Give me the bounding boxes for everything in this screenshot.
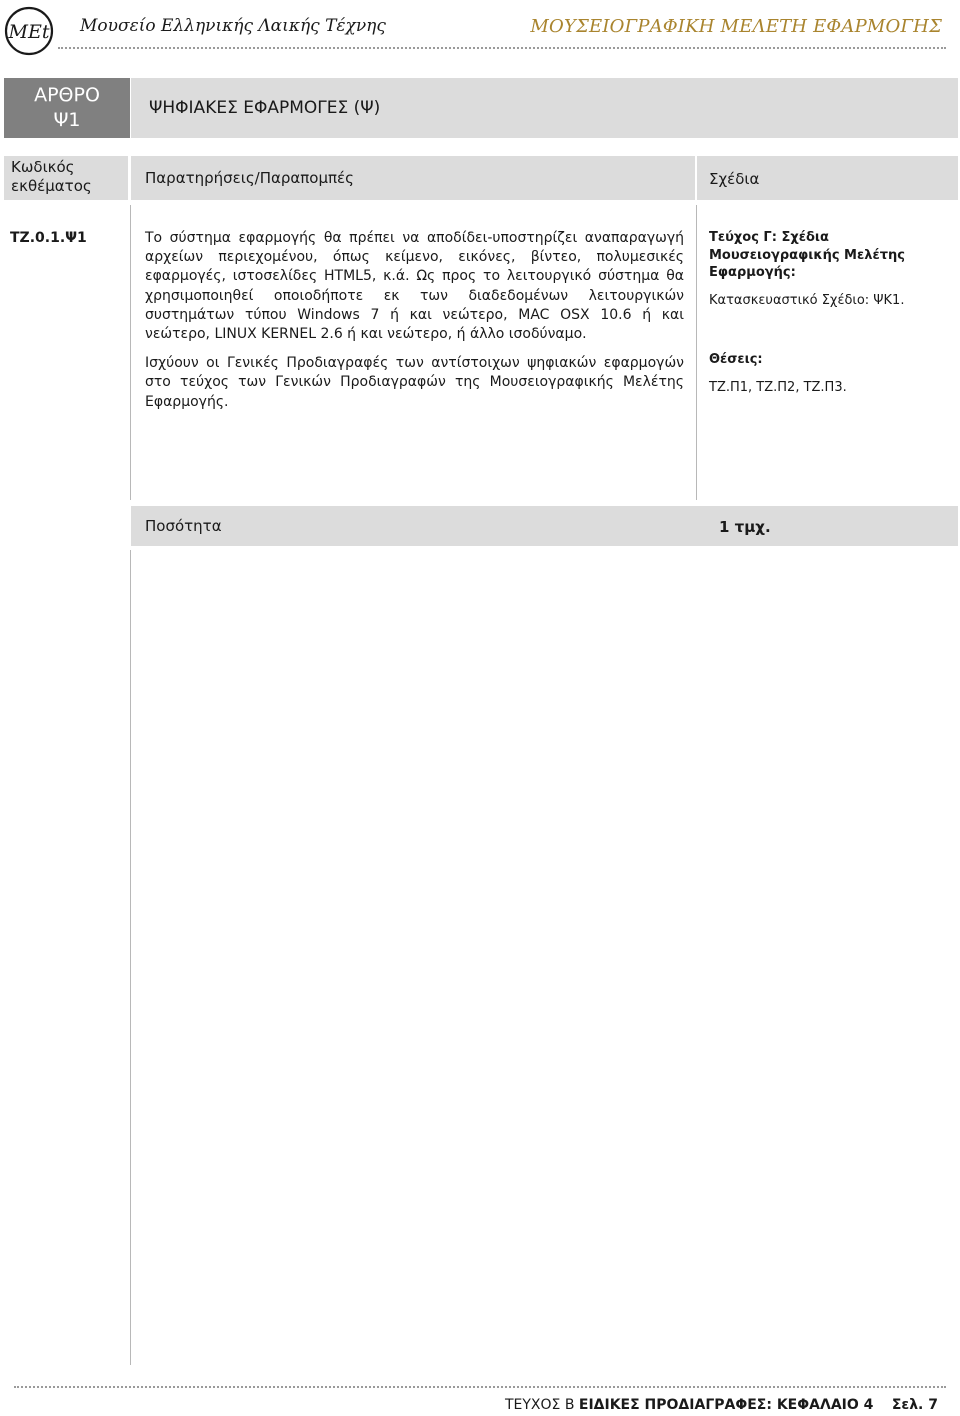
article-label-line1: ΑΡΘΡΟ <box>34 84 100 106</box>
logo-monogram: MEt <box>8 21 50 43</box>
study-title: ΜΟΥΣΕΙΟΓΡΑΦΙΚΗ ΜΕΛΕΤΗ ΕΦΑΡΜΟΓΗΣ <box>530 16 942 37</box>
drawings-column <box>709 229 949 396</box>
positions-value: ΤΖ.Π1, ΤΖ.Π2, ΤΖ.Π3. <box>709 379 847 395</box>
column-header-code <box>11 158 92 196</box>
header-divider <box>58 47 946 49</box>
quantity-label: Ποσότητα <box>145 517 222 535</box>
article-label-line2: Ψ1 <box>53 109 81 131</box>
notes-text <box>145 229 684 422</box>
article-title: ΨΗΦΙΑΚΕΣ ΕΦΑΡΜΟΓΕΣ (Ψ) <box>149 98 381 118</box>
column-header-notes: Παρατηρήσεις/Παραπομπές <box>145 169 354 187</box>
quantity-bar <box>131 506 958 546</box>
column-header-drawings: Σχέδια <box>709 170 760 188</box>
column-divider-lower <box>130 550 131 1365</box>
column-header-code-line1: Κωδικός <box>11 158 75 176</box>
footer-page-number: Σελ. 7 <box>891 1397 938 1413</box>
quantity-value: 1 τμχ. <box>719 518 771 536</box>
footer-prefix: ΤΕΥΧΟΣ Β <box>504 1397 575 1413</box>
article-label <box>4 78 130 138</box>
positions-heading: Θέσεις: <box>709 352 763 367</box>
museum-name: Μουσείο Ελληνικής Λαικής Τέχνης <box>80 16 386 36</box>
museum-logo <box>4 6 54 56</box>
column-divider-right <box>696 205 697 500</box>
notes-paragraph-2: Ισχύουν οι Γενικές Προδιαγραφές των αντίστοιχων ψηφιακών εφαρμογών στο τεύχος των Γενικών Προδιαγραφών της Μουσειογραφικής Μελέτης Εφαρμογής. <box>145 355 684 410</box>
page-footer <box>505 1397 938 1413</box>
drawings-reference: Κατασκευαστικό Σχέδιο: ΨΚ1. <box>709 292 905 308</box>
notes-paragraph-1: Το σύστημα εφαρμογής θα πρέπει να αποδίδει-υποστηρίζει αναπαραγωγή αρχείων περιεχομένου, όπως κείμενο, εικόνες, βίντεο, πολυμεσικές εφαρμογές, ιστοσελίδες HTML5, κ.ά. Ως προς το λειτουργικό σύστημα θα χρησιμοποιηθεί οποιοδήποτε εκ των διαδεδομένων λειτουργικών συστημάτων τύπου Windows 7 ή και νεώτερο, MAC OSX 10.6 ή και νεώτερο, LINUX KERNEL 2.6 ή και νεώτερο, ή άλλο ισοδύναμο. <box>145 230 684 343</box>
exhibit-code: ΤΖ.0.1.Ψ1 <box>10 230 87 246</box>
footer-section: ΕΙΔΙΚΕΣ ΠΡΟΔΙΑΓΡΑΦΕΣ: ΚΕΦΑΛΑΙΟ 4 <box>578 1397 874 1413</box>
column-divider-left <box>130 205 131 500</box>
drawings-heading: Τεύχος Γ: Σχέδια Μουσειογραφικής Μελέτης Εφαρμογής: <box>709 230 905 280</box>
column-header-code-line2: εκθέματος <box>11 177 92 195</box>
footer-divider <box>14 1386 946 1388</box>
